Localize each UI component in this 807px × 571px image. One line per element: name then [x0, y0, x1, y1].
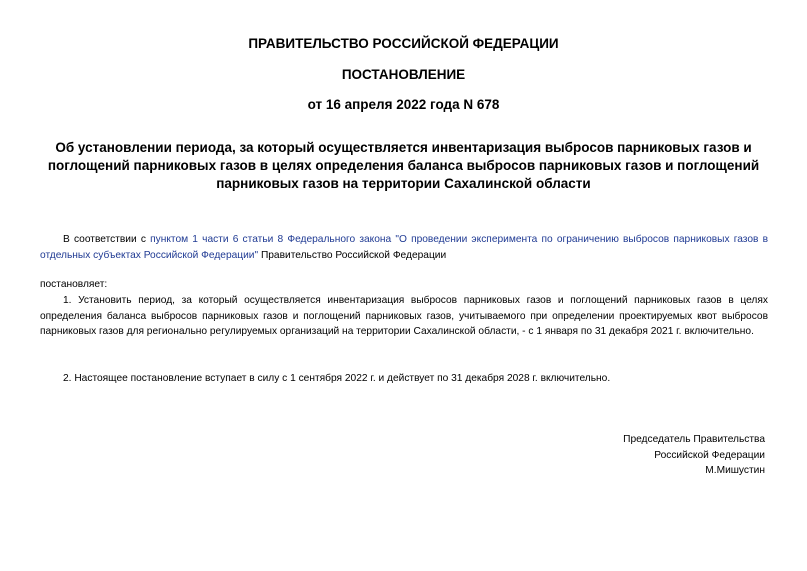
- document-date-number: от 16 апреля 2022 года N 678: [307, 97, 500, 112]
- signatory-position-line2: Российской Федерации: [654, 449, 765, 461]
- signatory-name: М.Мишустин: [705, 465, 765, 476]
- resolution-item-2: 2. Настоящее постановление вступает в силу с 1 сентября 2022 г. и действует по 31 декабря 2028 г. включительно.: [63, 373, 611, 384]
- signatory-position-line1: Председатель Правительства: [623, 434, 765, 445]
- document-title: Об установлении периода, за который осуществляется инвентаризация выбросов парниковых газов и поглощений парниковых газов в целях определения баланса выбросов парниковых газов и поглощений парниковых газов на территории Сахалинской области: [47, 140, 760, 191]
- federal-law-link[interactable]: Федерального закона "О проведении эксперимента по ограничению выбросов парниковых газов в отдельных субъектах Российской Федерации": [40, 234, 769, 261]
- signature-block: [505, 432, 765, 479]
- preamble-suffix: Правительство Российской Федерации: [258, 249, 447, 261]
- law-article-link[interactable]: пунктом 1 части 6 статьи 8: [150, 234, 284, 245]
- issuer-heading: ПРАВИТЕЛЬСТВО РОССИЙСКОЙ ФЕДЕРАЦИИ: [248, 36, 559, 51]
- document-type-heading: ПОСТАНОВЛЕНИЕ: [341, 67, 466, 82]
- resolution-item-1: 1. Установить период, за который осуществляется инвентаризация выбросов парниковых газов и поглощений парниковых газов в целях определения баланса выбросов парниковых газов и поглощений парниковых газов, учитываемого при определении проектируемых квот выбросов парниковых газов для регионально регулируемых организаций на территории Сахалинской области, - с 1 января по 31 декабря 2021 г. включительно.: [40, 295, 768, 337]
- resolves-label: постановляет:: [40, 279, 108, 290]
- preamble-paragraph: [40, 232, 768, 263]
- preamble-prefix: В соответствии с: [63, 234, 151, 245]
